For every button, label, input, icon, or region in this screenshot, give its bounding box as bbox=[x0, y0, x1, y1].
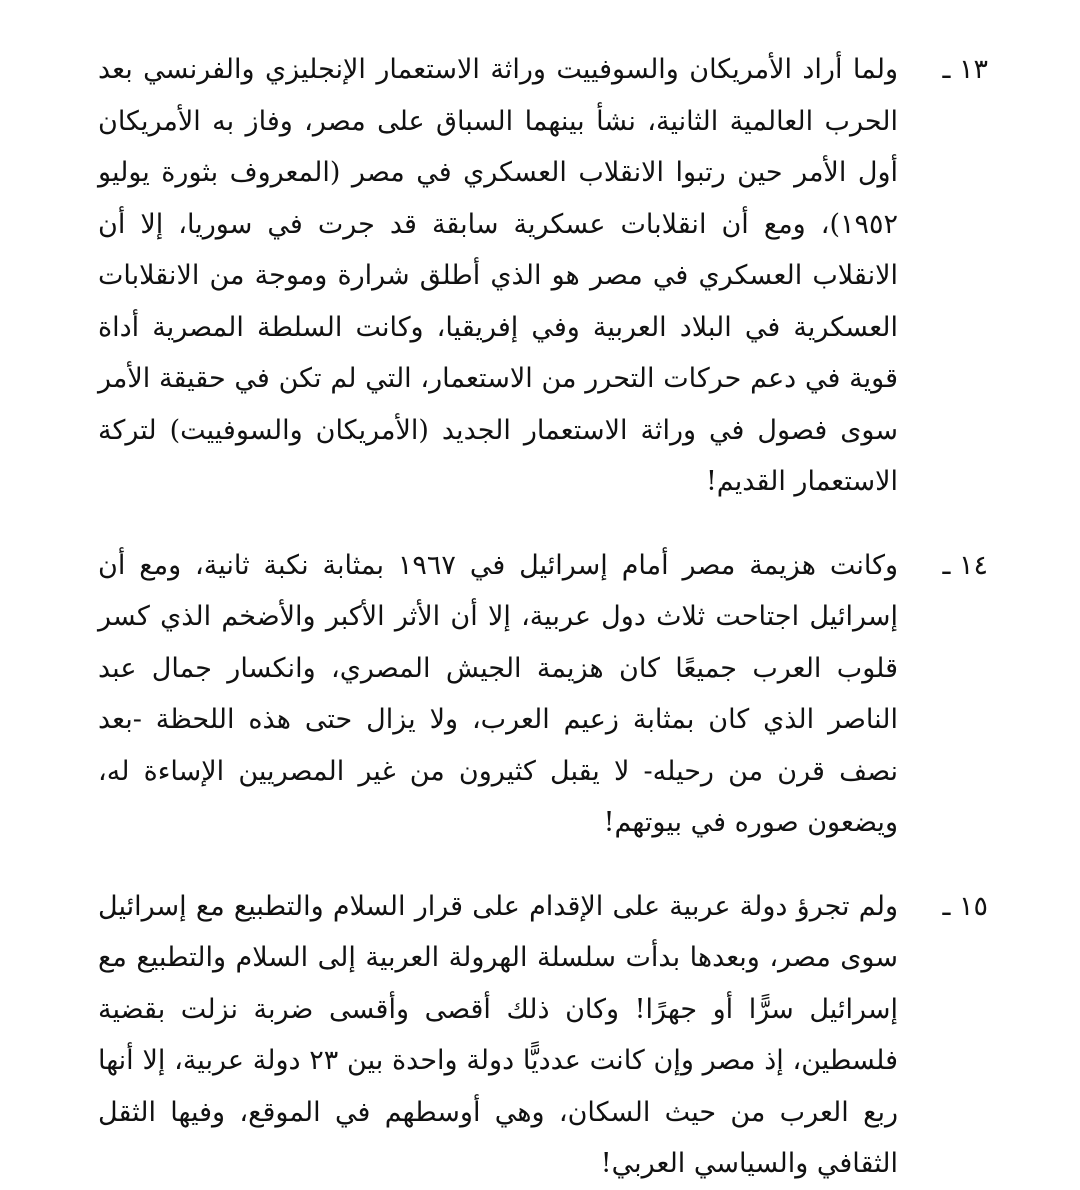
paragraph-text: ولما أراد الأمريكان والسوفييت وراثة الاستعمار الإنجليزي والفرنسي بعد الحرب العالمية الثانية، نشأ بينهما السباق على مصر، وفاز به الأمريكان أول الأمر حين رتبوا الانقلاب العسكري في مصر (المعروف بثورة يوليو ١٩٥٢)، ومع أن انقلابات عسكرية سابقة قد جرت في سوريا، إلا أن الانقلاب العسكري في مصر هو الذي أطلق شرارة وموجة من الانقلابات العسكرية في البلاد العربية وفي إفريقيا، وكانت السلطة المصرية أداة قوية في دعم حركات التحرر من الاستعمار، التي لم تكن في حقيقة الأمر سوى فصول في وراثة الاستعمار الجديد (الأمريكان والسوفييت) لتركة الاستعمار القديم! bbox=[98, 54, 898, 497]
paragraph-13 bbox=[0, 44, 1080, 508]
paragraph-14 bbox=[0, 540, 1080, 849]
paragraph-number: ١٣ ـ bbox=[942, 54, 988, 85]
paragraph-text: ولم تجرؤ دولة عربية على الإقدام على قرار السلام والتطبيع مع إسرائيل سوى مصر، وبعدها بدأت سلسلة الهرولة العربية إلى السلام والتطبيع مع إسرائيل سرًّا أو جهرًا! وكان ذلك أقصى وأقسى ضربة نزلت بقضية فلسطين، إذ مصر وإن كانت عدديًّا دولة واحدة بين ٢٣ دولة عربية، إلا أنها ربع العرب من حيث السكان، وهي أوسطهم في الموقع، وفيها الثقل الثقافي والسياسي العربي! bbox=[98, 890, 898, 1179]
paragraph-text: وكانت هزيمة مصر أمام إسرائيل في ١٩٦٧ بمثابة نكبة ثانية، ومع أن إسرائيل اجتاحت ثلاث دول عربية، إلا أن الأثر الأكبر والأضخم الذي كسر قلوب العرب جميعًا كان هزيمة الجيش المصري، وانكسار جمال عبد الناصر الذي كان بمثابة زعيم العرب، ولا يزال حتى هذه اللحظة -بعد نصف قرن من رحيله- لا يقبل كثيرون من غير المصريين الإساءة له، ويضعون صوره في بيوتهم! bbox=[98, 549, 899, 838]
paragraph-number: ١٥ ـ bbox=[942, 890, 988, 922]
document-page bbox=[0, 44, 1080, 1183]
paragraph-15 bbox=[0, 881, 1080, 1190]
paragraph-number: ١٤ ـ bbox=[942, 549, 988, 581]
